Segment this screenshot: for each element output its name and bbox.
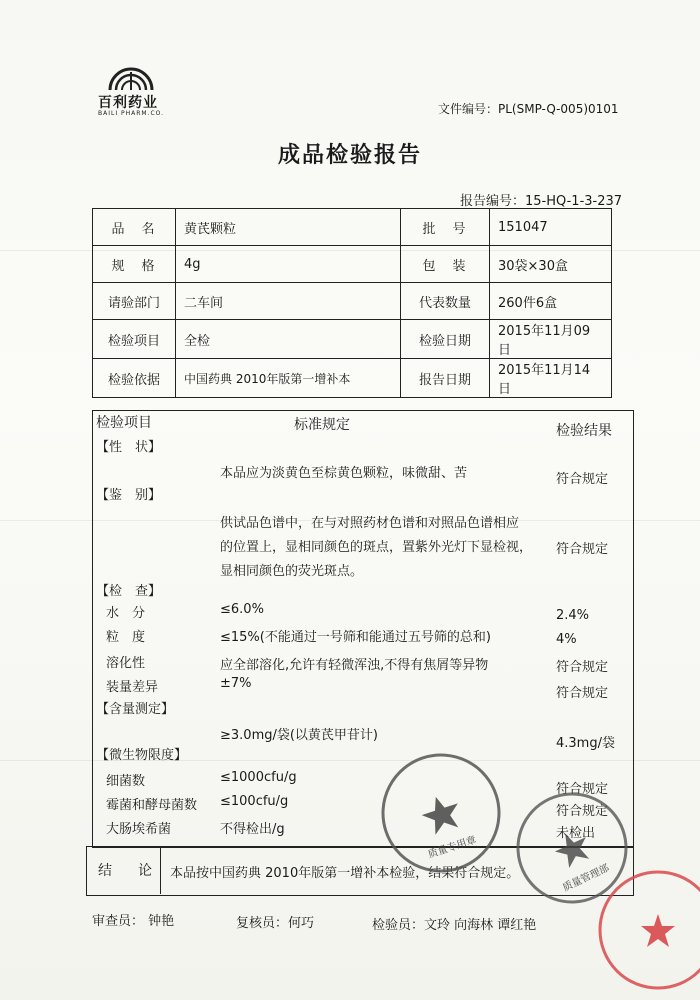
check-item-standard: ±7% <box>220 676 252 691</box>
inspector-signature: 检验员：文玲 向海林 谭红艳 <box>372 918 537 933</box>
micro-item-name: 霉菌和酵母菌数 <box>106 798 198 813</box>
column-result-header: 检验结果 <box>556 423 612 439</box>
table-row <box>93 246 612 283</box>
table-row <box>93 209 612 246</box>
company-logo-icon <box>106 66 156 92</box>
section-check: 【检 查】 <box>96 584 162 599</box>
logo-subtext: BAILI PHARM.CO. <box>98 110 165 117</box>
report-date-value: 2015年11月14日 <box>490 359 612 398</box>
check-item-standard: 应全部溶化,允许有轻微浑浊,不得有焦屑等异物 <box>220 658 489 673</box>
section-assay: 【含量测定】 <box>96 702 175 717</box>
check-item-result: 符合规定 <box>556 686 609 701</box>
batch-label: 批 号 <box>401 209 490 246</box>
item-value: 全检 <box>176 320 401 359</box>
stamp1-sub: 质量专用章 <box>426 834 478 861</box>
test-date-value: 2015年11月09日 <box>490 320 612 359</box>
basis-label: 检验依据 <box>93 359 176 398</box>
micro-item-result: 符合规定 <box>556 804 609 819</box>
table-row <box>93 283 612 320</box>
check-item-name: 装量差异 <box>106 680 159 695</box>
checker-signature: 复核员：何巧 <box>236 916 315 931</box>
section-identify: 【鉴 别】 <box>96 488 162 503</box>
item-label: 检验项目 <box>93 320 176 359</box>
character-result: 符合规定 <box>556 472 609 487</box>
conclusion-label: 结 论 <box>98 863 158 879</box>
column-standard-header: 标准规定 <box>294 417 350 433</box>
product-value: 黄芪颗粒 <box>176 209 401 246</box>
spec-value: 4g <box>176 246 401 283</box>
qty-value: 260件6盒 <box>490 283 612 320</box>
stamp2-sub: 质量管理部 <box>561 862 612 894</box>
table-row <box>93 359 612 398</box>
micro-item-result: 符合规定 <box>556 782 609 797</box>
reviewer-signature: 审查员： 钟艳 <box>92 914 175 929</box>
check-item-result: 符合规定 <box>556 660 609 675</box>
conclusion-divider <box>160 846 161 894</box>
conclusion-text: 本品按中国药典 2010年版第一增补本检验，结果符合规定。 <box>170 866 520 881</box>
report-date-label: 报告日期 <box>401 359 490 398</box>
identify-standard-line3: 显相同颜色的荧光斑点。 <box>220 564 364 579</box>
identify-result: 符合规定 <box>556 542 609 557</box>
section-character: 【性 状】 <box>96 440 162 455</box>
batch-value: 151047 <box>490 209 612 246</box>
info-table <box>92 208 612 398</box>
identify-standard-line2: 的位置上，显相同颜色的斑点，置紫外光灯下显检视， <box>220 540 533 555</box>
check-item-standard: ≤6.0% <box>220 602 264 617</box>
qty-label: 代表数量 <box>401 283 490 320</box>
column-item-header: 检验项目 <box>96 415 152 431</box>
document-number: 文件编号：PL(SMP-Q-005)0101 <box>438 102 619 116</box>
assay-standard: ≥3.0mg/袋(以黄芪甲苷计) <box>220 728 379 743</box>
red-company-stamp <box>580 850 700 990</box>
test-date-label: 检验日期 <box>401 320 490 359</box>
check-item-result: 2.4% <box>556 608 590 623</box>
product-label: 品 名 <box>93 209 176 246</box>
page-title: 成品检验报告 <box>277 143 422 168</box>
dept-label: 请验部门 <box>93 283 176 320</box>
micro-item-name: 细菌数 <box>106 774 146 789</box>
logo-text: 百利药业 <box>98 95 158 111</box>
check-item-result: 4% <box>556 632 577 647</box>
report-number: 报告编号：15-HQ-1-3-237 <box>460 194 623 209</box>
pack-label: 包 装 <box>401 246 490 283</box>
dept-value: 二车间 <box>176 283 401 320</box>
micro-item-result: 未检出 <box>556 826 596 841</box>
check-item-name: 粒 度 <box>106 630 146 645</box>
micro-item-name: 大肠埃希菌 <box>106 822 172 837</box>
check-item-standard: ≤15%(不能通过一号筛和能通过五号筛的总和) <box>220 630 491 645</box>
character-standard: 本品应为淡黄色至棕黄色颗粒，味微甜、苦 <box>220 466 468 481</box>
micro-item-standard: 不得检出/g <box>220 822 285 837</box>
check-item-name: 溶化性 <box>106 656 146 671</box>
basis-value: 中国药典 2010年版第一增补本 <box>176 359 401 398</box>
micro-item-standard: ≤100cfu/g <box>220 794 289 809</box>
section-micro: 【微生物限度】 <box>96 748 188 763</box>
quality-seal-stamp <box>376 748 506 878</box>
pack-value: 30袋×30盒 <box>490 246 612 283</box>
assay-result: 4.3mg/袋 <box>556 736 615 751</box>
micro-item-standard: ≤1000cfu/g <box>220 770 297 785</box>
table-row <box>93 320 612 359</box>
spec-label: 规 格 <box>93 246 176 283</box>
identify-standard-line1: 供试品色谱中，在与对照药材色谱和对照品色谱相应 <box>220 516 520 531</box>
check-item-name: 水 分 <box>106 606 146 621</box>
